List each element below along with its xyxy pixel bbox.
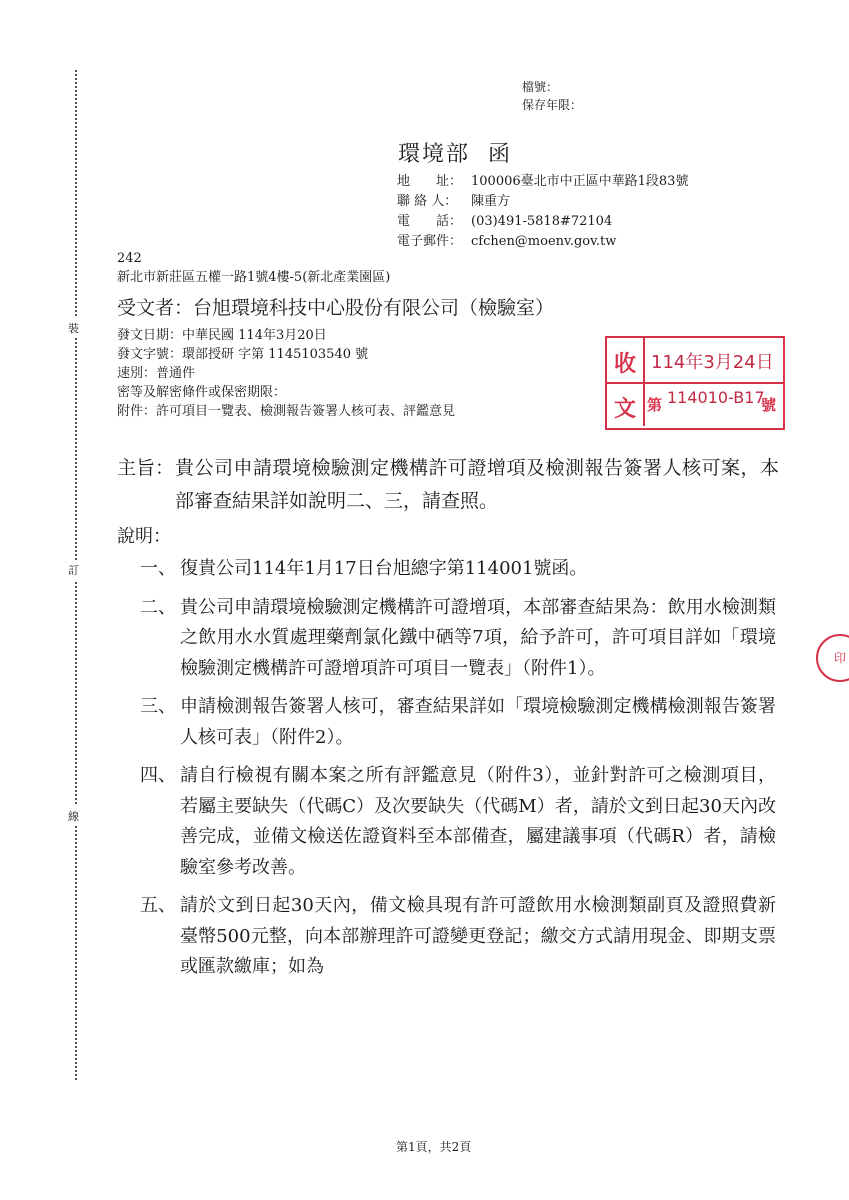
agency-name: 環境部 — [398, 142, 471, 167]
contact-email[interactable]: cfchen@moenv.gov.tw — [471, 234, 617, 249]
recipient-name: 台旭環境科技中心股份有限公司（檢驗室） — [193, 297, 555, 319]
explanation-item-2 — [140, 593, 776, 685]
issue-date-label: 發文日期： — [117, 328, 183, 343]
document-number-label: 發文字號： — [117, 347, 183, 362]
contact-person: 陳重方 — [471, 194, 511, 209]
attachment-list: 許可項目一覽表、檢測報告簽署人核可表、評鑑意見 — [156, 404, 456, 419]
seal-text: 印 — [833, 651, 846, 665]
subject-section — [117, 452, 779, 518]
explanation-item-4 — [140, 761, 776, 883]
recipient-address: 新北市新莊區五權一路1號4樓-5(新北產業園區) — [117, 270, 391, 285]
stamp-char-receive: 收 — [614, 351, 637, 377]
item-number: 一、 — [140, 558, 176, 579]
meta-block — [117, 326, 455, 421]
binding-char-bottom: 線 — [68, 806, 79, 826]
stamp-number-prefix: 第 — [647, 396, 663, 414]
official-seal — [816, 634, 849, 682]
issue-date: 中華民國 114年3月20日 — [182, 328, 327, 343]
page-number: 第1頁，共2頁 — [396, 1140, 472, 1154]
explanation-list — [140, 554, 776, 991]
contact-block — [397, 172, 688, 252]
phone-label: 電 話： — [397, 214, 463, 229]
item-text: 請於文到日起30天內，備文檢具現有許可證飲用水檢測類副頁及證照費新臺幣500元整，向本部辦理許可證變更登記；繳交方式請用現金、即期支票或匯款繳庫；如為 — [180, 895, 776, 977]
stamp-number-suffix: 號 — [761, 396, 777, 414]
item-text: 貴公司申請環境檢驗測定機構許可證增項，本部審查結果為：飲用水檢測類之飲用水水質處理藥劑氯化鐵中硒等7項，給予許可，許可項目詳如「環境檢驗測定機構許可證增項許可項目一覽表」（附件1）。 — [180, 596, 776, 679]
item-number: 二、 — [140, 596, 176, 618]
document-title — [398, 137, 512, 168]
item-text: 申請檢測報告簽署人核可，審查結果詳如「環境檢驗測定機構檢測報告簽署人核可表」（附件2）。 — [180, 696, 776, 748]
binding-char-top: 裝 — [68, 318, 79, 338]
subject-text: 貴公司申請環境檢驗測定機構許可證增項及檢測報告簽署人核可案，本部審查結果詳如說明二、三，請查照。 — [175, 457, 779, 512]
item-number: 三、 — [140, 696, 176, 717]
recipient-line — [117, 293, 554, 320]
explanation-item-3 — [140, 692, 776, 753]
subject-label: 主旨： — [117, 457, 175, 479]
file-number-label: 檔號： — [522, 80, 559, 94]
item-text: 請自行檢視有關本案之所有評鑑意見（附件3），並針對許可之檢測項目，若屬主要缺失（代碼C）及次要缺失（代碼M）者，請於文到日起30天內改善完成，並備文檢送佐證資料至本部備查，屬建議事項（代碼R）者，請檢驗室參考改善。 — [180, 765, 776, 878]
recipient-postal-code: 242 — [117, 251, 142, 266]
retention-label: 保存年限： — [522, 98, 583, 112]
recipient-label: 受文者： — [117, 297, 194, 319]
explanation-label: 說明： — [117, 526, 171, 547]
item-number: 四、 — [140, 765, 176, 786]
email-label: 電子郵件： — [397, 234, 463, 249]
item-text: 復貴公司114年1月17日台旭總字第114001號函。 — [180, 558, 588, 579]
receipt-stamp — [605, 336, 785, 430]
stamp-char-document: 文 — [614, 396, 637, 422]
stamp-received-date: 114年3月24日 — [651, 352, 774, 373]
speed-value: 普通件 — [156, 366, 196, 381]
agency-address: 100006臺北市中正區中華路1段83號 — [471, 174, 689, 189]
attachment-label: 附件： — [117, 404, 157, 419]
document-number: 環部授研 字第 1145103540 號 — [182, 347, 369, 362]
item-number: 五、 — [140, 895, 176, 916]
contact-phone: (03)491-5818#72104 — [471, 214, 613, 229]
stamp-received-number: 114010-B17 — [667, 388, 765, 407]
contact-person-label: 聯 絡 人： — [397, 194, 458, 209]
address-label: 地 址： — [397, 174, 463, 189]
explanation-item-1 — [140, 554, 776, 585]
secrecy-label: 密等及解密條件或保密期限： — [117, 385, 287, 400]
document-type: 函 — [488, 142, 513, 167]
explanation-item-5 — [140, 891, 776, 983]
speed-label: 速別： — [117, 366, 157, 381]
binding-char-middle: 訂 — [68, 560, 79, 580]
